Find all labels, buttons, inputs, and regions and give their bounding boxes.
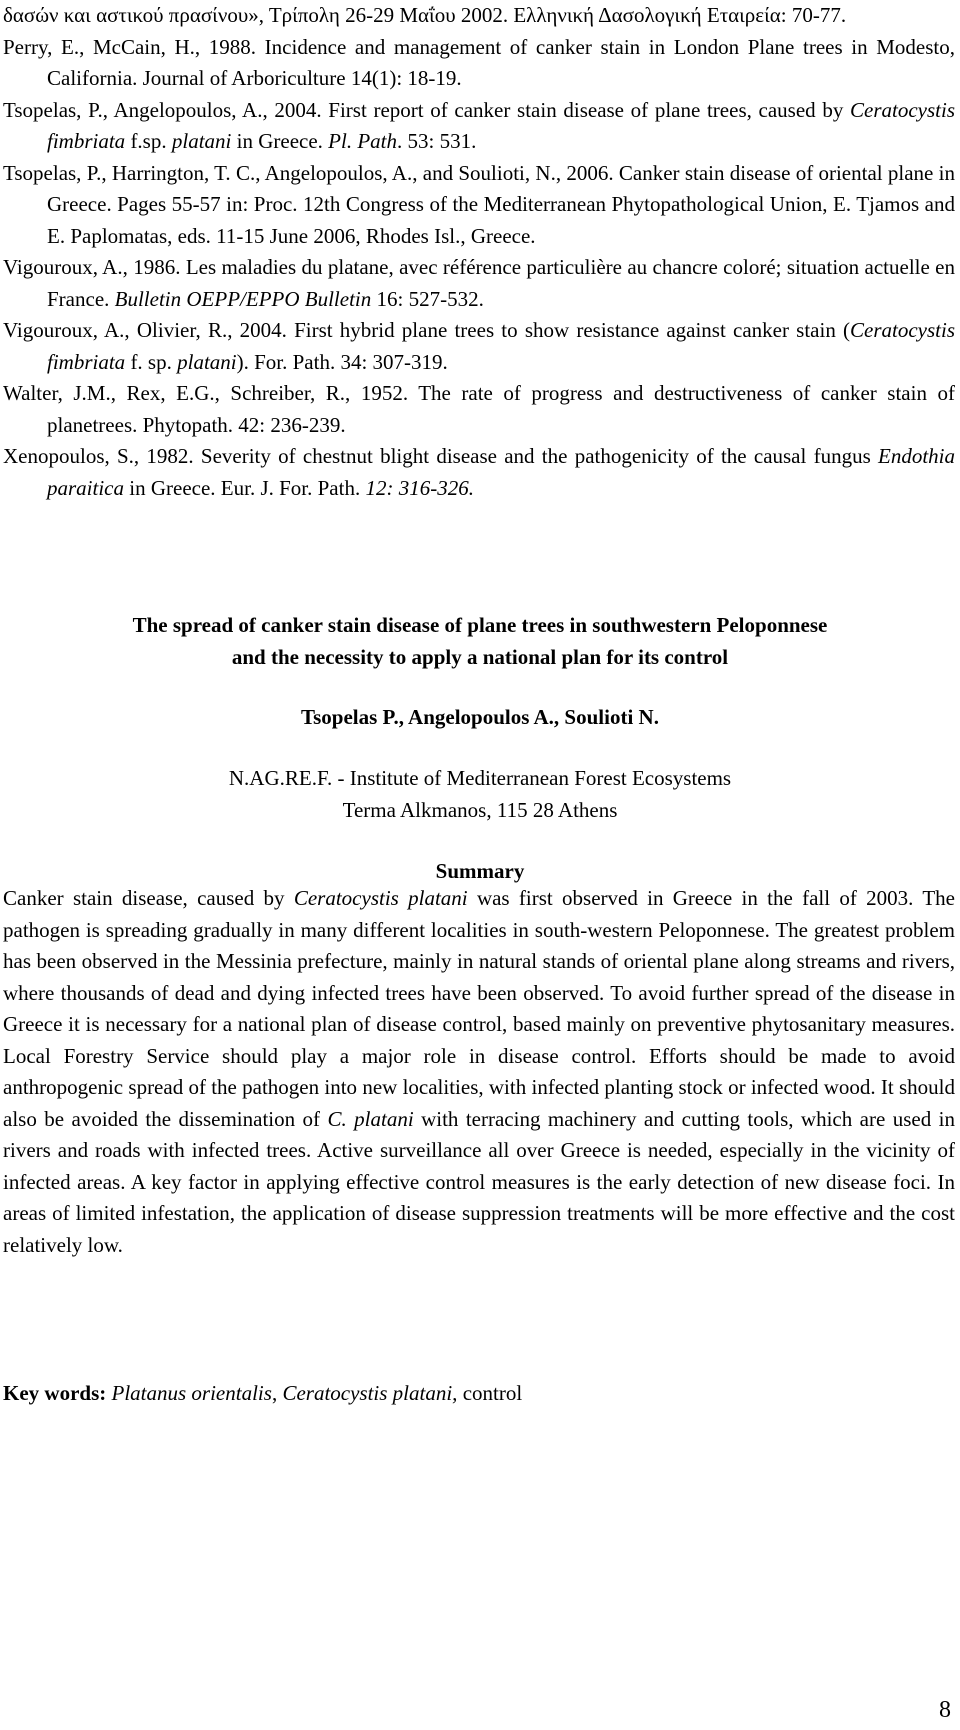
reference-entry: Walter, J.M., Rex, E.G., Schreiber, R., 1952. The rate of progress and destructiveness of canker stain of planetrees. Phytopath. 42: 236-239. xyxy=(3,381,955,437)
paper-title-line: and the necessity to apply a national plan for its control xyxy=(231,645,729,669)
summary-heading: Summary xyxy=(435,859,525,883)
affiliation-line: N.AG.RE.F. - Institute of Mediterranean Forest Ecosystems xyxy=(228,766,732,790)
paper-title-line: The spread of canker stain disease of plane trees in southwestern Peloponnese xyxy=(132,613,828,637)
references-list xyxy=(3,0,955,504)
reference-entry: Tsopelas, P., Harrington, T. C., Angelopoulos, A., and Soulioti, N., 2006. Canker stain disease of oriental plane in Greece. Pages 55-57 in: Proc. 12th Congress of the Mediterranean Phytopathological Union, E. Tjamos and E. Paplomatas, eds. 11-15 June 2006, Rhodes Isl., Greece. xyxy=(3,160,955,248)
reference-entry: Perry, E., McCain, H., 1988. Incidence and management of canker stain in London Plane trees in Modesto, California. Journal of Arboriculture 14(1): 18-19. xyxy=(3,34,955,90)
reference-entry: δασών και αστικού πρασίνου», Τρίπολη 26-29 Μαΐου 2002. Ελληνική Δασολογική Εταιρεία: 70-77. xyxy=(3,3,847,27)
reference-entry: Tsopelas, P., Angelopoulos, A., 2004. First report of canker stain disease of plane trees, caused by Ceratocystis fimbriata f.sp. platani in Greece. Pl. Path. 53: 531. xyxy=(3,97,955,153)
summary-text: Canker stain disease, caused by Ceratocystis platani was first observed in Greece in the fall of 2003. The pathogen is spreading gradually in many different localities in south-western Peloponnese. The greatest problem has been observed in the Messinia prefecture, mainly in natural stands of oriental plane along streams and rivers, where thousands of dead and dying infected trees have been observed. To avoid further spread of the disease in Greece it is necessary for a national plan of disease control, based mainly on preventive phytosanitary measures. Local Forestry Service should play a major role in disease control. Efforts should be made to avoid anthropogenic spread of the pathogen into new localities, with infected planting stock or infected wood. It should also be avoided the dissemination of C. platani with terracing machinery and cutting tools, which are used in rivers and roads with infected trees. Active surveillance all over Greece is needed, especially in the vicinity of infected areas. A key factor in applying effective control measures is the early detection of new disease foci. In areas of limited infestation, the application of disease suppression treatments will be more effective and the cost relatively low. xyxy=(3,886,955,1257)
keywords: Key words: Platanus orientalis, Ceratocystis platani, control xyxy=(3,1381,523,1405)
page-number: 8 xyxy=(939,1697,951,1723)
affiliation-line: Terma Alkmanos, 115 28 Athens xyxy=(342,798,618,822)
keywords-label: Key words: xyxy=(3,1381,107,1405)
reference-entry: Vigouroux, A., Olivier, R., 2004. First hybrid plane trees to show resistance against canker stain (Ceratocystis fimbriata f. sp. platani). For. Path. 34: 307-319. xyxy=(3,318,955,374)
reference-entry: Xenopoulos, S., 1982. Severity of chestnut blight disease and the pathogenicity of the causal fungus Endothia paraitica in Greece. Eur. J. For. Path. 12: 316-326. xyxy=(3,444,955,500)
affiliation xyxy=(0,762,960,826)
reference-entry: Vigouroux, A., 1986. Les maladies du platane, avec référence particulière au chancre coloré; situation actuelle en France. Bulletin OEPP/EPPO Bulletin 16: 527-532. xyxy=(3,255,955,311)
authors: Tsopelas P., Angelopoulos A., Soulioti N. xyxy=(301,705,659,729)
paper-title xyxy=(0,609,960,673)
